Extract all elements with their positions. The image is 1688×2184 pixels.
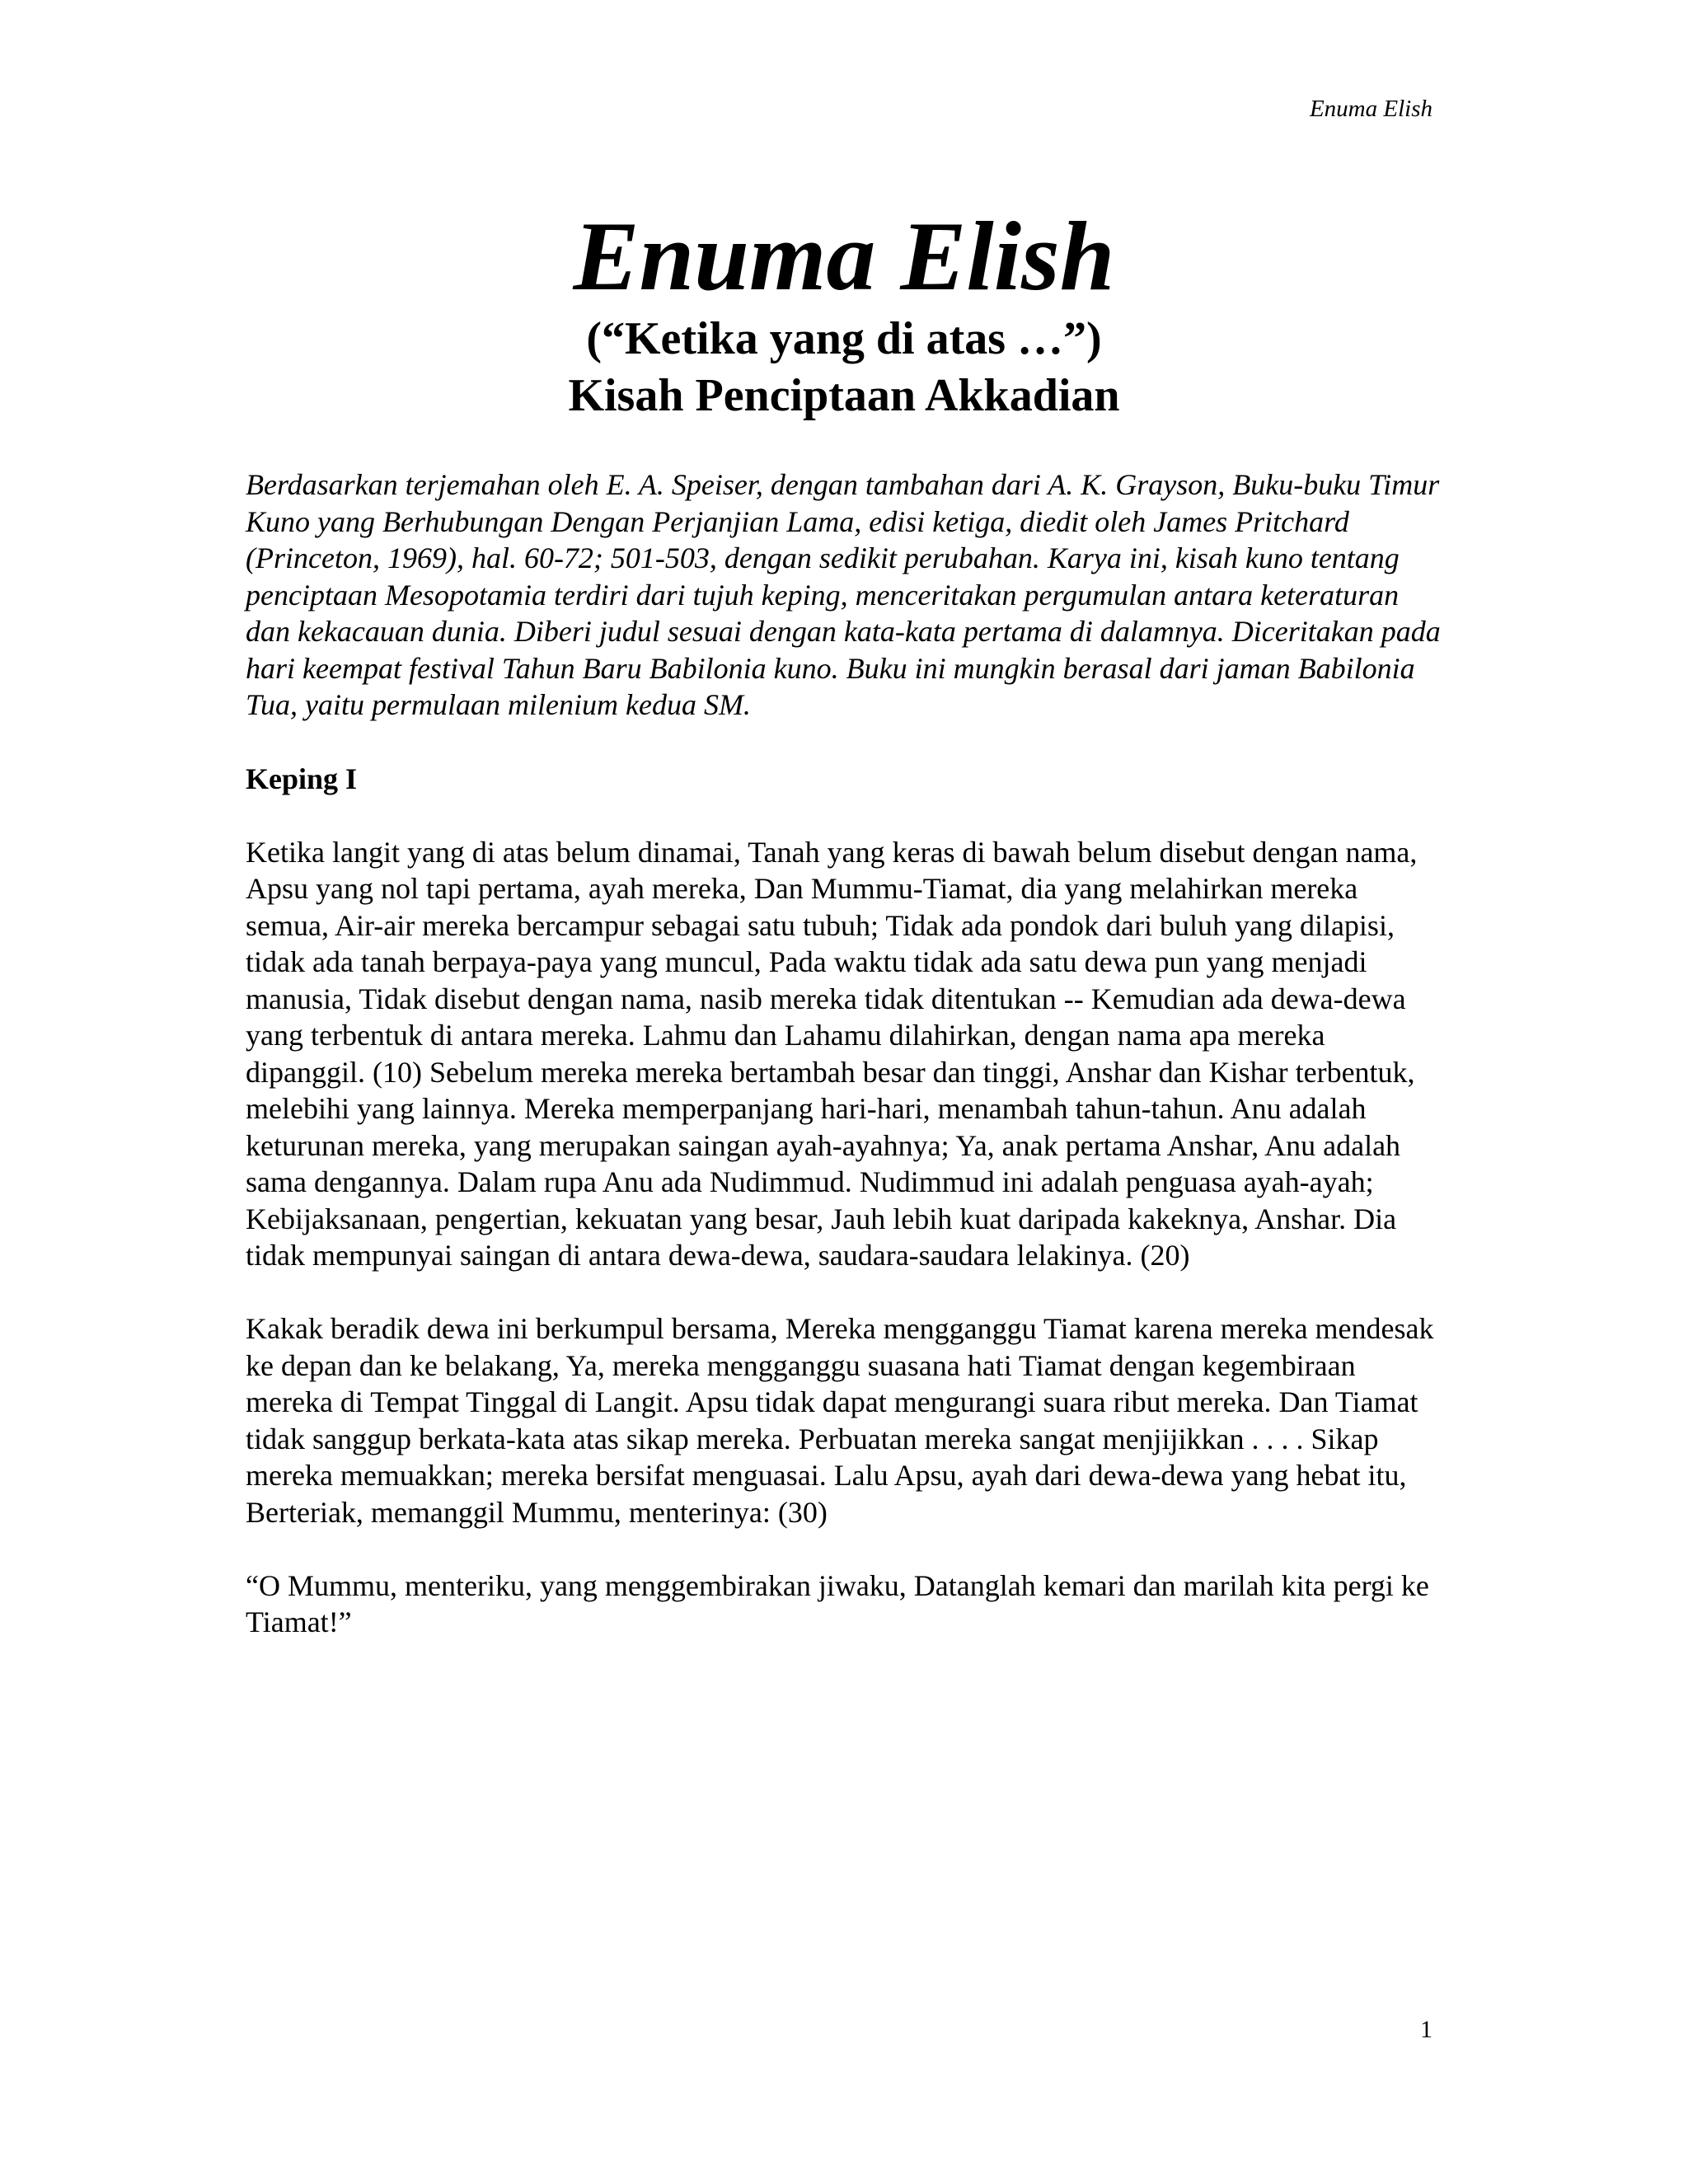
document-subtitle-line-1: (“Ketika yang di atas …”)	[586, 313, 1102, 364]
body-paragraph-1: Ketika langit yang di atas belum dinamai, Tanah yang keras di bawah belum disebut dengan nama, Apsu yang nol tapi pertama, ayah mereka, Dan Mummu-Tiamat, dia yang melahirkan mereka semua, Air-air mereka bercampur sebagai satu tubuh; Tidak ada pondok dari buluh yang dilapisi, tidak ada tanah berpaya-paya yang muncul, Pada waktu tidak ada satu dewa pun yang menjadi manusia, Tidak disebut dengan nama, nasib mereka tidak ditentukan -- Kemudian ada dewa-dewa yang terbentuk di antara mereka. Lahmu dan Lahamu dilahirkan, dengan nama apa mereka dipanggil. (10) Sebelum mereka mereka bertambah besar dan tinggi, Anshar dan Kishar terbentuk, melebihi yang lainnya. Mereka memperpanjang hari-hari, menambah tahun-tahun. Anu adalah keturunan mereka, yang merupakan saingan ayah-ayahnya; Ya, anak pertama Anshar, Anu adalah sama dengannya. Dalam rupa Anu ada Nudimmud. Nudimmud ini adalah penguasa ayah-ayah; Kebijaksanaan, pengertian, kekuatan yang besar, Jauh lebih kuat daripada kakeknya, Anshar. Dia tidak mempunyai saingan di antara dewa-dewa, saudara-saudara lelakinya. (20)	[246, 835, 1418, 1272]
document-subtitle-line-2: Kisah Penciptaan Akkadian	[568, 370, 1120, 422]
introduction-paragraph: Berdasarkan terjemahan oleh E. A. Speiser, dengan tambahan dari A. K. Grayson, Buku-buku Timur Kuno yang Berhubungan Dengan Perjanjian Lama, edisi ketiga, diedit oleh James Pritchard (Princeton, 1969), hal. 60-72; 501-503, dengan sedikit perubahan. Karya ini, kisah kuno tentang penciptaan Mesopotamia terdiri dari tujuh keping, menceritakan pergumulan antara keteraturan dan kekacauan dunia. Diberi judul sesuai dengan kata-kata pertama di dalamnya. Diceritakan pada hari keempat festival Tahun Baru Babilonia kuno. Buku ini mungkin berasal dari jaman Babilonia Tua, yaitu permulaan milenium kedua SM.	[246, 468, 1441, 721]
section-heading: Keping I	[246, 762, 358, 795]
running-header: Enuma Elish	[1309, 96, 1432, 122]
document-body	[246, 466, 1446, 1641]
title-block	[0, 201, 1688, 423]
body-paragraph-3: “O Mummu, menteriku, yang menggembirakan jiwaku, Datanglah kemari dan marilah kita pergi ke Tiamat!”	[246, 1568, 1429, 1638]
document-title: Enuma Elish	[573, 201, 1115, 311]
body-paragraph-2: Kakak beradik dewa ini berkumpul bersama, Mereka mengganggu Tiamat karena mereka mendesak ke depan dan ke belakang, Ya, mereka mengganggu suasana hati Tiamat dengan kegembiraan mereka di Tempat Tinggal di Langit. Apsu tidak dapat mengurangi suara ribut mereka. Dan Tiamat tidak sanggup berkata-kata atas sikap mereka. Perbuatan mereka sangat menjijikkan . . . . Sikap mereka memuakkan; mereka bersifat menguasai. Lalu Apsu, ayah dari dewa-dewa yang hebat itu, Berteriak, memanggil Mummu, menterinya: (30)	[246, 1312, 1434, 1529]
page-number: 1	[1420, 2016, 1432, 2043]
